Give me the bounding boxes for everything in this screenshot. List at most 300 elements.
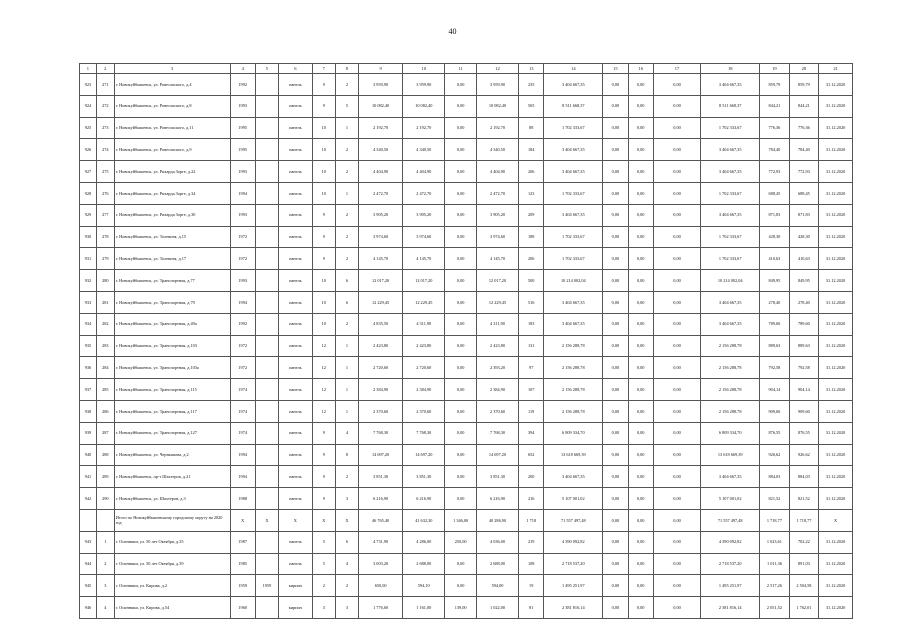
- table-cell: 500: [519, 270, 544, 292]
- table-cell: 2 156 288,78: [701, 400, 760, 422]
- table-cell: 31.12.2020: [819, 161, 853, 183]
- table-cell: 31.12.2020: [819, 597, 853, 619]
- table-cell: 1994: [230, 182, 255, 204]
- table-cell: 1994: [230, 291, 255, 313]
- table-cell: 930: [80, 226, 97, 248]
- table-cell: 1972: [230, 226, 255, 248]
- table-cell: 6: [335, 270, 358, 292]
- table-cell: 4 835,50: [359, 313, 403, 335]
- table-cell: 702,22: [789, 531, 818, 553]
- table-cell: 1: [335, 379, 358, 401]
- table-cell: панель: [279, 117, 313, 139]
- table-cell: 6: [335, 531, 358, 553]
- table-cell: 1 702 333,67: [701, 248, 760, 270]
- table-cell: 277: [96, 204, 114, 226]
- table-cell: 844,21: [760, 95, 789, 117]
- table-cell: 0,00: [445, 204, 477, 226]
- table-cell: г. Осинники, ул. Кирова, д.54: [114, 597, 230, 619]
- table-cell: 876,55: [760, 422, 789, 444]
- table-row: [80, 357, 853, 379]
- table-cell: 1995: [230, 139, 255, 161]
- column-header: 21: [819, 64, 853, 74]
- table-cell: 1 702 333,67: [701, 117, 760, 139]
- table-cell: 871,83: [760, 204, 789, 226]
- table-cell: 81: [519, 597, 544, 619]
- table-cell: 923: [80, 74, 97, 96]
- table-cell: г. Новокуйбышевск, ул. Ровесокского, д.8: [114, 95, 230, 117]
- table-cell: 410,63: [789, 248, 818, 270]
- column-header: 11: [445, 64, 477, 74]
- table-cell: 31.12.2020: [819, 248, 853, 270]
- table-cell: 0,00: [653, 182, 700, 204]
- table-cell: 0,00: [445, 335, 477, 357]
- column-header: 1: [80, 64, 97, 74]
- table-cell: г. Осинники, ул. 50 лет Октября, д.39: [114, 553, 230, 575]
- table-row: [80, 466, 853, 488]
- table-cell: 1 776,60: [359, 597, 403, 619]
- column-header: 4: [230, 64, 255, 74]
- table-cell: 188: [519, 226, 544, 248]
- table-cell: 31.12.2020: [819, 553, 853, 575]
- table-cell: 688,45: [789, 182, 818, 204]
- table-cell: 3 404 667,35: [544, 291, 603, 313]
- table-cell: 934: [80, 313, 97, 335]
- table-cell: г. Новокуйбышевск, пр-т Шахтеров, д.21: [114, 466, 230, 488]
- table-cell: 0,00: [653, 204, 700, 226]
- table-cell: 3 851,30: [476, 466, 518, 488]
- table-cell: 3 959,90: [476, 74, 518, 96]
- column-header: 15: [603, 64, 628, 74]
- table-cell: 2 192,70: [403, 117, 445, 139]
- table-cell: 184: [519, 139, 544, 161]
- table-cell: 284: [96, 357, 114, 379]
- table-cell: 9: [312, 444, 335, 466]
- table-cell: г. Осинники, ул. Кирова, д.2: [114, 575, 230, 597]
- table-cell: 0,00: [603, 291, 628, 313]
- table-cell: 10: [312, 139, 335, 161]
- table-cell: 10: [312, 270, 335, 292]
- table-cell: г. Новокуйбышевск, ул. Шахтеров, д.3: [114, 488, 230, 510]
- table-cell: 1974: [230, 400, 255, 422]
- table-row: [80, 335, 853, 357]
- table-cell: г. Новокуйбышевск, ул. Ровесокского, д.4: [114, 74, 230, 96]
- table-cell: 1993: [230, 270, 255, 292]
- table-cell: 0,00: [628, 95, 653, 117]
- table-cell: 1: [335, 357, 358, 379]
- column-header: 12: [476, 64, 518, 74]
- table-cell: 12 017,20: [403, 270, 445, 292]
- table-cell: панель: [279, 204, 313, 226]
- table-cell: 792,58: [760, 357, 789, 379]
- table-cell: панель: [279, 226, 313, 248]
- table-cell: 31.12.2020: [819, 422, 853, 444]
- table-cell: 1: [335, 117, 358, 139]
- table-cell: 12: [312, 357, 335, 379]
- column-header: 14: [544, 64, 603, 74]
- table-cell: 2 156 288,78: [544, 400, 603, 422]
- table-cell: 0,00: [628, 204, 653, 226]
- table-cell: 0,00: [603, 466, 628, 488]
- table-cell: 31.12.2020: [819, 270, 853, 292]
- table-cell: 1959: [230, 575, 255, 597]
- table-cell: 1 718,77: [760, 509, 789, 531]
- table-row: [80, 553, 853, 575]
- table-cell: 0,00: [445, 357, 477, 379]
- table-cell: 1974: [230, 379, 255, 401]
- table-cell: 3 404 667,35: [544, 139, 603, 161]
- table-cell: 2 156 288,78: [544, 335, 603, 357]
- table-cell: 14 697,20: [359, 444, 403, 466]
- table-cell: г. Новокуйбышевск, ул. Транспортная, д.103а: [114, 357, 230, 379]
- table-cell: 2 156 288,78: [544, 357, 603, 379]
- table-cell: 927: [80, 161, 97, 183]
- table-cell: панель: [279, 182, 313, 204]
- table-cell: панель: [279, 422, 313, 444]
- table-cell: 3 974,60: [359, 226, 403, 248]
- table-cell: 97: [519, 357, 544, 379]
- table-cell: 31.12.2020: [819, 531, 853, 553]
- table-cell: панель: [279, 488, 313, 510]
- table-cell: 219: [519, 531, 544, 553]
- table-cell: 1995: [230, 117, 255, 139]
- table-cell: 3: [335, 488, 358, 510]
- table-cell: 4 311,90: [403, 313, 445, 335]
- table-cell: 871,83: [789, 204, 818, 226]
- table-cell: 290: [96, 488, 114, 510]
- table-cell: 0,00: [628, 400, 653, 422]
- table-cell: 792,58: [789, 357, 818, 379]
- table-cell: 2 517,26: [760, 575, 789, 597]
- table-cell: 0,00: [445, 74, 477, 96]
- table-cell: 1 161,00: [403, 597, 445, 619]
- table-cell: 183: [519, 313, 544, 335]
- table-cell: 0,00: [603, 226, 628, 248]
- table-cell: 1994: [230, 444, 255, 466]
- table-cell: г. Новокуйбышевск, ул. Транспортная, д.127: [114, 422, 230, 444]
- table-cell: 3 974,60: [403, 226, 445, 248]
- table-cell: 3 404 667,35: [701, 466, 760, 488]
- table-cell: [255, 379, 278, 401]
- table-cell: 2 156 288,78: [544, 379, 603, 401]
- table-cell: 0,00: [445, 488, 477, 510]
- table-cell: 2 156 288,78: [701, 357, 760, 379]
- column-header: 5: [255, 64, 278, 74]
- table-cell: 9: [312, 488, 335, 510]
- table-cell: 3 851,30: [403, 466, 445, 488]
- table-cell: 0,00: [628, 226, 653, 248]
- table-row: [80, 204, 853, 226]
- table-cell: 0,00: [653, 553, 700, 575]
- table-cell: 1 718,77: [789, 509, 818, 531]
- table-cell: 0,00: [628, 531, 653, 553]
- table-cell: [255, 204, 278, 226]
- table-cell: 274: [96, 139, 114, 161]
- table-cell: 0,00: [653, 357, 700, 379]
- table-cell: 1: [96, 531, 114, 553]
- table-cell: 1 702 333,67: [701, 182, 760, 204]
- table-cell: 14 697,20: [476, 444, 518, 466]
- table-cell: [255, 139, 278, 161]
- table-cell: 650,00: [359, 575, 403, 597]
- table-cell: 3 404 667,35: [701, 204, 760, 226]
- table-cell: 31.12.2020: [819, 357, 853, 379]
- table-cell: 206: [519, 161, 544, 183]
- column-header: 7: [312, 64, 335, 74]
- table-cell: 891,03: [789, 553, 818, 575]
- table-cell: 31.12.2020: [819, 575, 853, 597]
- table-cell: 942: [80, 488, 97, 510]
- table-cell: 5: [312, 553, 335, 575]
- table-cell: г. Новокуйбышевск, ул. Транспортная, д.77: [114, 270, 230, 292]
- page-number: 40: [448, 27, 457, 36]
- table-cell: [255, 335, 278, 357]
- table-cell: 0,00: [653, 248, 700, 270]
- table-cell: 3 851,30: [359, 466, 403, 488]
- table-cell: 9: [312, 466, 335, 488]
- table-cell: 3 404 667,35: [544, 204, 603, 226]
- table-cell: 1 011,36: [760, 553, 789, 575]
- table-cell: 2: [335, 466, 358, 488]
- table-cell: 0,00: [445, 117, 477, 139]
- table-cell: 288: [96, 444, 114, 466]
- table-cell: 2: [335, 248, 358, 270]
- table-cell: 0,00: [628, 182, 653, 204]
- table-cell: [255, 270, 278, 292]
- table-cell: 1 346,00: [445, 509, 477, 531]
- table-cell: 909,60: [760, 400, 789, 422]
- table-cell: X: [255, 509, 278, 531]
- table-cell: 71 557 497,48: [544, 509, 603, 531]
- table-cell: 13 618 669,39: [544, 444, 603, 466]
- table-cell: 1 762,01: [789, 597, 818, 619]
- column-header: 18: [701, 64, 760, 74]
- housing-table: [79, 63, 853, 619]
- table-cell: 0,00: [653, 74, 700, 96]
- table-cell: 10 214 002,04: [701, 270, 760, 292]
- table-cell: 0,00: [628, 74, 653, 96]
- table-cell: 0,00: [653, 95, 700, 117]
- table-cell: 13 618 669,39: [701, 444, 760, 466]
- table-cell: 278,40: [789, 291, 818, 313]
- table-cell: г. Новокуйбышевск, ул. Рихарда Зорге, д.30: [114, 204, 230, 226]
- table-cell: 19: [519, 575, 544, 597]
- table-cell: 31.12.2020: [819, 488, 853, 510]
- table-cell: 2 156 288,78: [701, 379, 760, 401]
- table-row: [80, 161, 853, 183]
- table-cell: 3 404 667,35: [701, 74, 760, 96]
- table-cell: 0,00: [603, 248, 628, 270]
- table-cell: 31.12.2020: [819, 313, 853, 335]
- table-cell: 4 340,50: [359, 139, 403, 161]
- table-cell: 3 404 667,35: [701, 291, 760, 313]
- table-cell: 41 632,30: [403, 509, 445, 531]
- table-cell: 9: [312, 204, 335, 226]
- table-cell: 31.12.2020: [819, 291, 853, 313]
- table-cell: 107: [519, 379, 544, 401]
- table-cell: 1 702 333,67: [544, 182, 603, 204]
- table-cell: 235: [519, 74, 544, 96]
- table-cell: 2 688,00: [476, 553, 518, 575]
- table-cell: 940: [80, 444, 97, 466]
- table-cell: 1988: [230, 488, 255, 510]
- table-cell: 889,63: [789, 335, 818, 357]
- table-cell: 2: [335, 204, 358, 226]
- table-cell: 4 404,90: [476, 161, 518, 183]
- table-cell: 31.12.2020: [819, 226, 853, 248]
- table-cell: 40 286,90: [476, 509, 518, 531]
- table-cell: панель: [279, 357, 313, 379]
- table-cell: 410,63: [760, 248, 789, 270]
- table-cell: 1993: [230, 204, 255, 226]
- table-cell: Итого по Новокуйбышевскому городскому округу на 2020 год: [114, 509, 230, 531]
- table-cell: 139,00: [445, 597, 477, 619]
- table-cell: 6 809 334,70: [701, 422, 760, 444]
- table-cell: 3: [96, 575, 114, 597]
- table-cell: 936: [80, 357, 97, 379]
- table-cell: 2 472,70: [403, 182, 445, 204]
- table-cell: 3 905,20: [476, 204, 518, 226]
- table-cell: 0,00: [603, 139, 628, 161]
- table-cell: 928: [80, 182, 97, 204]
- table-cell: [255, 182, 278, 204]
- table-cell: 938: [80, 400, 97, 422]
- table-cell: 939: [80, 422, 97, 444]
- table-cell: 4 286,00: [403, 531, 445, 553]
- table-cell: 0,00: [603, 488, 628, 510]
- table-cell: 3 404 667,35: [701, 313, 760, 335]
- table-row: [80, 597, 853, 619]
- table-cell: г. Новокуйбышевск, ул. Транспортная, д.103: [114, 335, 230, 357]
- table-cell: 31.12.2020: [819, 139, 853, 161]
- table-cell: 1992: [230, 74, 255, 96]
- table-cell: 0,00: [603, 335, 628, 357]
- table-cell: 0,00: [628, 444, 653, 466]
- table-cell: 4 731,90: [359, 531, 403, 553]
- table-cell: 0,00: [653, 291, 700, 313]
- table-cell: 10: [312, 313, 335, 335]
- table-cell: 8 511 668,37: [544, 95, 603, 117]
- table-cell: 944: [80, 553, 97, 575]
- table-cell: г. Новокуйбышевск, ул. Рихарда Зорге, д.34: [114, 182, 230, 204]
- table-cell: 0,00: [603, 313, 628, 335]
- table-cell: 688,45: [760, 182, 789, 204]
- table-cell: 2 384,90: [359, 379, 403, 401]
- table-cell: 0,00: [653, 422, 700, 444]
- table-cell: 776,36: [760, 117, 789, 139]
- table-cell: 10 082,40: [476, 95, 518, 117]
- table-cell: панель: [279, 139, 313, 161]
- table-cell: [255, 444, 278, 466]
- table-cell: 1972: [230, 248, 255, 270]
- table-cell: 119: [519, 400, 544, 422]
- table-cell: 9: [312, 74, 335, 96]
- table-cell: 0,00: [445, 400, 477, 422]
- table-cell: 3 404 667,35: [544, 74, 603, 96]
- table-cell: 1 495 251,97: [544, 575, 603, 597]
- table-cell: 31.12.2020: [819, 95, 853, 117]
- table-cell: 0,00: [445, 575, 477, 597]
- table-cell: 216: [519, 488, 544, 510]
- table-cell: 2 718 537,20: [701, 553, 760, 575]
- table-cell: панель: [279, 313, 313, 335]
- table-cell: панель: [279, 161, 313, 183]
- table-cell: 4 036,00: [476, 531, 518, 553]
- table-cell: 2: [335, 139, 358, 161]
- table-cell: 1 702 333,67: [701, 226, 760, 248]
- table-cell: панель: [279, 248, 313, 270]
- table-cell: 772,93: [760, 161, 789, 183]
- table-cell: 2 370,60: [403, 400, 445, 422]
- table-cell: 1993: [230, 95, 255, 117]
- table-cell: 4 390 092,82: [701, 531, 760, 553]
- table-cell: панель: [279, 95, 313, 117]
- table-cell: 282: [96, 313, 114, 335]
- table-cell: 9: [312, 226, 335, 248]
- table-row: [80, 248, 853, 270]
- table-row: [80, 182, 853, 204]
- table-cell: 1994: [230, 466, 255, 488]
- table-cell: 5 107 001,02: [544, 488, 603, 510]
- table-cell: 1959: [255, 575, 278, 597]
- table-cell: 31.12.2020: [819, 335, 853, 357]
- table-row: [80, 575, 853, 597]
- table-cell: г. Новокуйбышевск, ул. Ровесокского, д.9: [114, 139, 230, 161]
- table-cell: г. Новокуйбышевск, ул. Ровесокского, д.11: [114, 117, 230, 139]
- table-cell: панель: [279, 291, 313, 313]
- table-cell: 904,14: [760, 379, 789, 401]
- table-cell: 4: [96, 597, 114, 619]
- header-row: [80, 64, 853, 74]
- table-cell: 0,00: [653, 270, 700, 292]
- table-cell: [255, 74, 278, 96]
- table-cell: 0,00: [628, 597, 653, 619]
- table-cell: 0,00: [653, 531, 700, 553]
- table-cell: 206: [519, 248, 544, 270]
- table-cell: 0,00: [628, 357, 653, 379]
- table-cell: 0,00: [603, 444, 628, 466]
- table-cell: 2 472,70: [476, 182, 518, 204]
- table-row: [80, 270, 853, 292]
- table-cell: 4 145,70: [476, 248, 518, 270]
- table-cell: 3 959,90: [359, 74, 403, 96]
- table-cell: 12 229,45: [476, 291, 518, 313]
- table-row: [80, 444, 853, 466]
- table-cell: 7 768,30: [403, 422, 445, 444]
- table-cell: 0,00: [653, 575, 700, 597]
- table-cell: 0,00: [653, 444, 700, 466]
- table-cell: 0,00: [445, 248, 477, 270]
- table-cell: 0,00: [445, 313, 477, 335]
- table-cell: 250,00: [445, 531, 477, 553]
- table-cell: 31.12.2020: [819, 466, 853, 488]
- table-cell: 278,40: [760, 291, 789, 313]
- table-row: [80, 74, 853, 96]
- table-cell: 12 017,20: [359, 270, 403, 292]
- table-cell: 1 702 333,67: [544, 226, 603, 248]
- table-cell: [255, 248, 278, 270]
- table-cell: 271: [96, 74, 114, 96]
- table-cell: [255, 597, 278, 619]
- table-cell: 1972: [230, 335, 255, 357]
- table-row: [80, 531, 853, 553]
- table-cell: 2 051,52: [760, 597, 789, 619]
- table-cell: 200: [519, 466, 544, 488]
- table-cell: 0,00: [603, 509, 628, 531]
- table-cell: 937: [80, 379, 97, 401]
- table-cell: кирпич: [279, 575, 313, 597]
- table-cell: X: [335, 509, 358, 531]
- table-cell: 209: [519, 204, 544, 226]
